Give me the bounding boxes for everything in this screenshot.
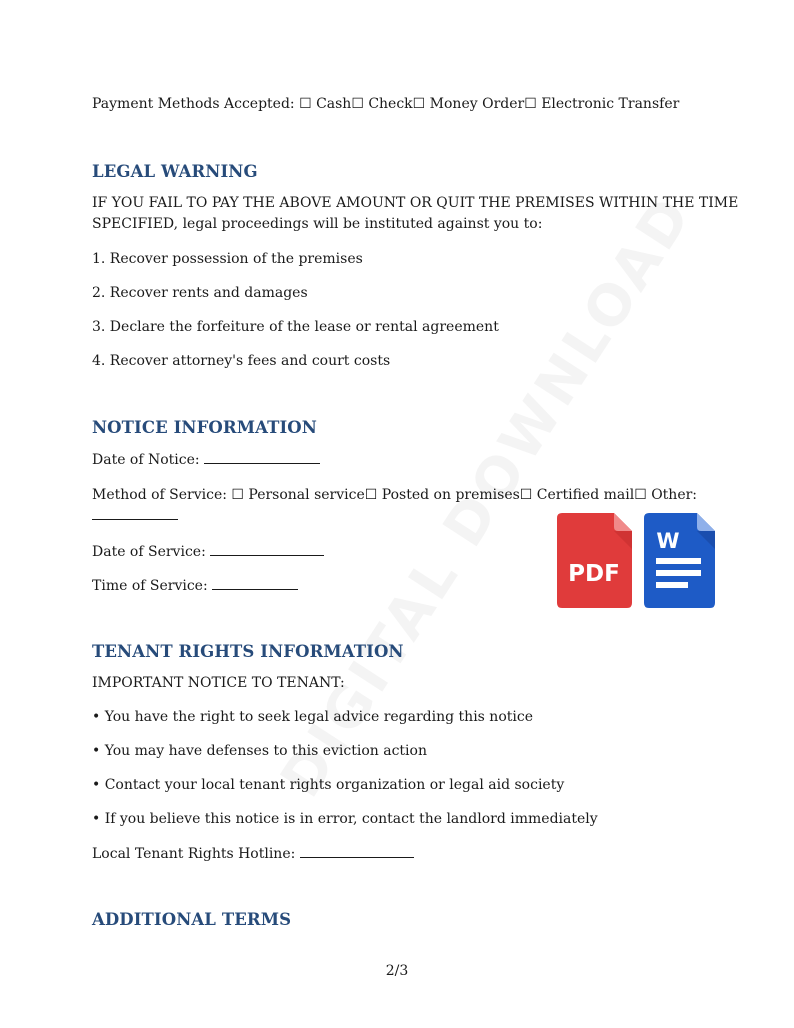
date-of-service-label: Date of Service: xyxy=(92,544,211,560)
tenant-rights-heading: TENANT RIGHTS INFORMATION xyxy=(92,642,404,661)
date-of-notice-label: Date of Notice: xyxy=(92,452,205,468)
legal-warning-item-1: 1. Recover possession of the premises xyxy=(92,251,363,267)
date-of-notice-line xyxy=(92,449,320,470)
payment-methods-line: Payment Methods Accepted: ☐ Cash☐ Check☐ Money Order☐ Electronic Transfer xyxy=(92,96,680,112)
hotline-label: Local Tenant Rights Hotline: xyxy=(92,846,300,862)
legal-warning-heading: LEGAL WARNING xyxy=(92,162,258,181)
method-of-service-line: Method of Service: ☐ Personal service☐ Posted on premises☐ Certified mail☐ Other: xyxy=(92,487,698,503)
tenant-rights-bullet-4: • If you believe this notice is in error, contact the landlord immediately xyxy=(92,811,598,827)
page-number: 2/3 xyxy=(385,963,409,979)
tenant-rights-bullet-2: • You may have defenses to this eviction action xyxy=(92,743,427,759)
legal-warning-item-2: 2. Recover rents and damages xyxy=(92,285,308,301)
legal-warning-item-4: 4. Recover attorney's fees and court costs xyxy=(92,353,391,369)
file-format-icons xyxy=(556,513,718,615)
time-of-service-label: Time of Service: xyxy=(92,578,213,594)
word-file-icon xyxy=(644,513,715,608)
important-notice-line: IMPORTANT NOTICE TO TENANT: xyxy=(92,675,345,691)
word-label: W xyxy=(656,529,680,553)
date-of-notice-blank[interactable] xyxy=(204,449,320,464)
hotline-line xyxy=(92,843,414,864)
pdf-label: PDF xyxy=(568,561,620,587)
pdf-file-icon xyxy=(557,513,632,608)
tenant-rights-bullet-3: • Contact your local tenant rights organization or legal aid society xyxy=(92,777,565,793)
legal-warning-item-3: 3. Declare the forfeiture of the lease or rental agreement xyxy=(92,319,499,335)
legal-warning-intro-1: IF YOU FAIL TO PAY THE ABOVE AMOUNT OR QUIT THE PREMISES WITHIN THE TIME xyxy=(92,195,739,211)
additional-terms-heading: ADDITIONAL TERMS xyxy=(92,910,292,929)
pdf-word-icons xyxy=(556,513,718,611)
date-of-service-blank[interactable] xyxy=(210,541,324,556)
time-of-service-line xyxy=(92,575,298,596)
legal-warning-intro-2: SPECIFIED, legal proceedings will be instituted against you to: xyxy=(92,216,543,232)
notice-information-heading: NOTICE INFORMATION xyxy=(92,418,317,437)
time-of-service-blank[interactable] xyxy=(212,575,298,590)
date-of-service-line xyxy=(92,541,324,562)
method-other-blank[interactable] xyxy=(92,505,178,520)
hotline-blank[interactable] xyxy=(300,843,414,858)
tenant-rights-bullet-1: • You have the right to seek legal advice regarding this notice xyxy=(92,709,533,725)
method-other-line xyxy=(92,505,178,526)
